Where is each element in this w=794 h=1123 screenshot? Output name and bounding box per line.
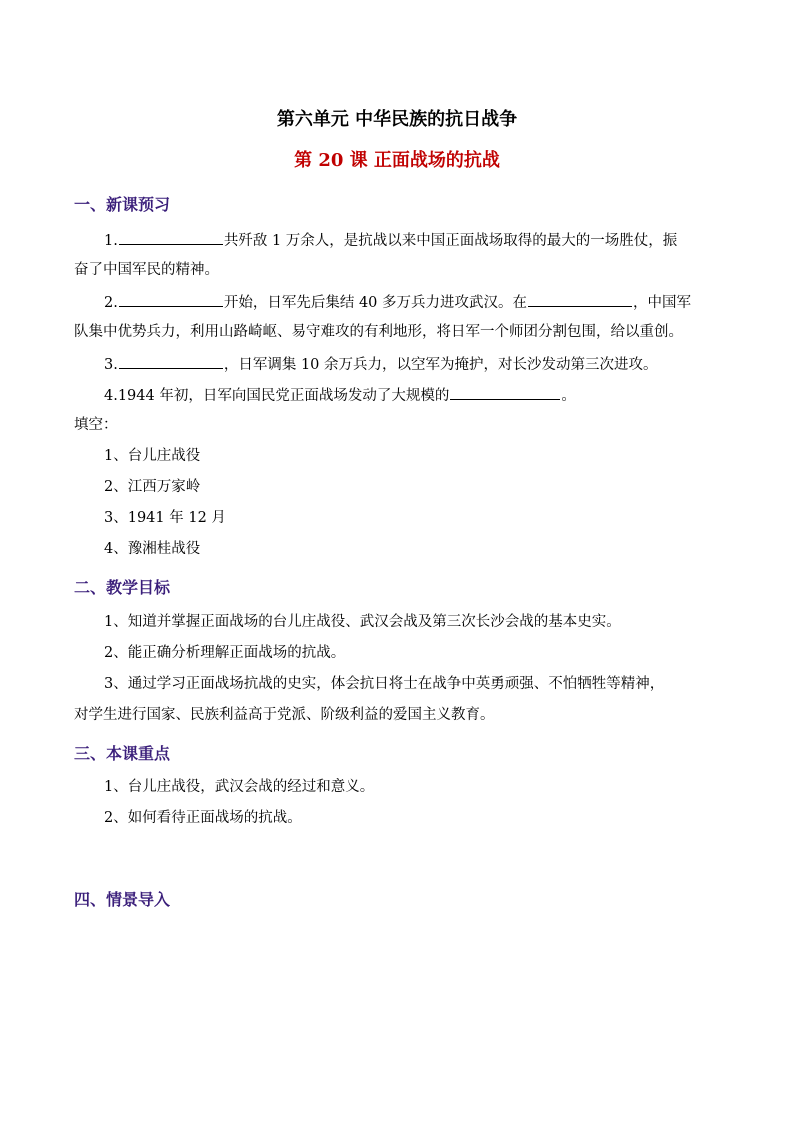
answer-blank-2b: [528, 291, 632, 307]
answer-item: 3、1941 年 12 月: [104, 510, 226, 526]
objective-item: 1、知道并掌握正面战场的台儿庄战役、武汉会战及第三次长沙会战的基本史实。: [104, 614, 621, 630]
objective-item: 2、能正确分析理解正面战场的抗战。: [104, 645, 346, 661]
question-1: [104, 229, 677, 251]
unit-title: 第六单元 中华民族的抗日战争: [276, 109, 518, 130]
answer-blank-3: [119, 353, 223, 369]
objective-item-continued: 对学生进行国家、民族利益高于党派、阶级利益的爱国主义教育。: [74, 707, 495, 723]
question-3: [104, 353, 658, 375]
section-heading-intro: 四、情景导入: [74, 890, 171, 909]
section-heading-objectives: 二、教学目标: [74, 578, 171, 597]
lesson-title: 第 20 课 正面战场的抗战: [294, 150, 500, 171]
key-point-item: 1、台儿庄战役，武汉会战的经过和意义。: [104, 779, 375, 795]
question-3-number: 3.: [104, 357, 118, 373]
question-2-text-b: ，中国军: [633, 295, 692, 311]
section-heading-key-points: 三、本课重点: [74, 744, 171, 763]
question-4-end: 。: [561, 388, 576, 404]
key-point-item: 2、如何看待正面战场的抗战。: [104, 810, 302, 826]
question-3-text: ，日军调集 10 余万兵力，以空军为掩护，对长沙发动第三次进攻。: [223, 357, 658, 373]
question-2-continued: 队集中优势兵力，利用山路崎岖、易守难攻的有利地形，将日军一个师团分割包围，给以重创。: [74, 324, 683, 340]
question-1-continued: 奋了中国军民的精神。: [74, 262, 219, 278]
question-4: [104, 384, 576, 406]
question-4-text: 4.1944 年初，日军向国民党正面战场发动了大规模的: [104, 388, 450, 404]
answer-blank-4: [450, 384, 560, 400]
fill-label: 填空：: [74, 417, 118, 433]
question-2-number: 2.: [104, 295, 118, 311]
question-1-text: 共歼敌 1 万余人，是抗战以来中国正面战场取得的最大的一场胜仗，振: [223, 233, 678, 249]
answer-item: 4、豫湘桂战役: [104, 541, 201, 557]
answer-blank-1: [119, 229, 223, 245]
objective-item: 3、通过学习正面战场抗战的史实，体会抗日将士在战争中英勇顽强、不怕牺牲等精神，: [104, 676, 665, 692]
question-1-number: 1.: [104, 233, 118, 249]
section-heading-preview: 一、新课预习: [74, 195, 171, 214]
answer-item: 1、台儿庄战役: [104, 448, 201, 464]
answer-item: 2、江西万家岭: [104, 479, 201, 495]
question-2-text-a: 开始，日军先后集结 40 多万兵力进攻武汉。在: [223, 295, 528, 311]
question-2: [104, 291, 691, 313]
answer-blank-2: [119, 291, 223, 307]
